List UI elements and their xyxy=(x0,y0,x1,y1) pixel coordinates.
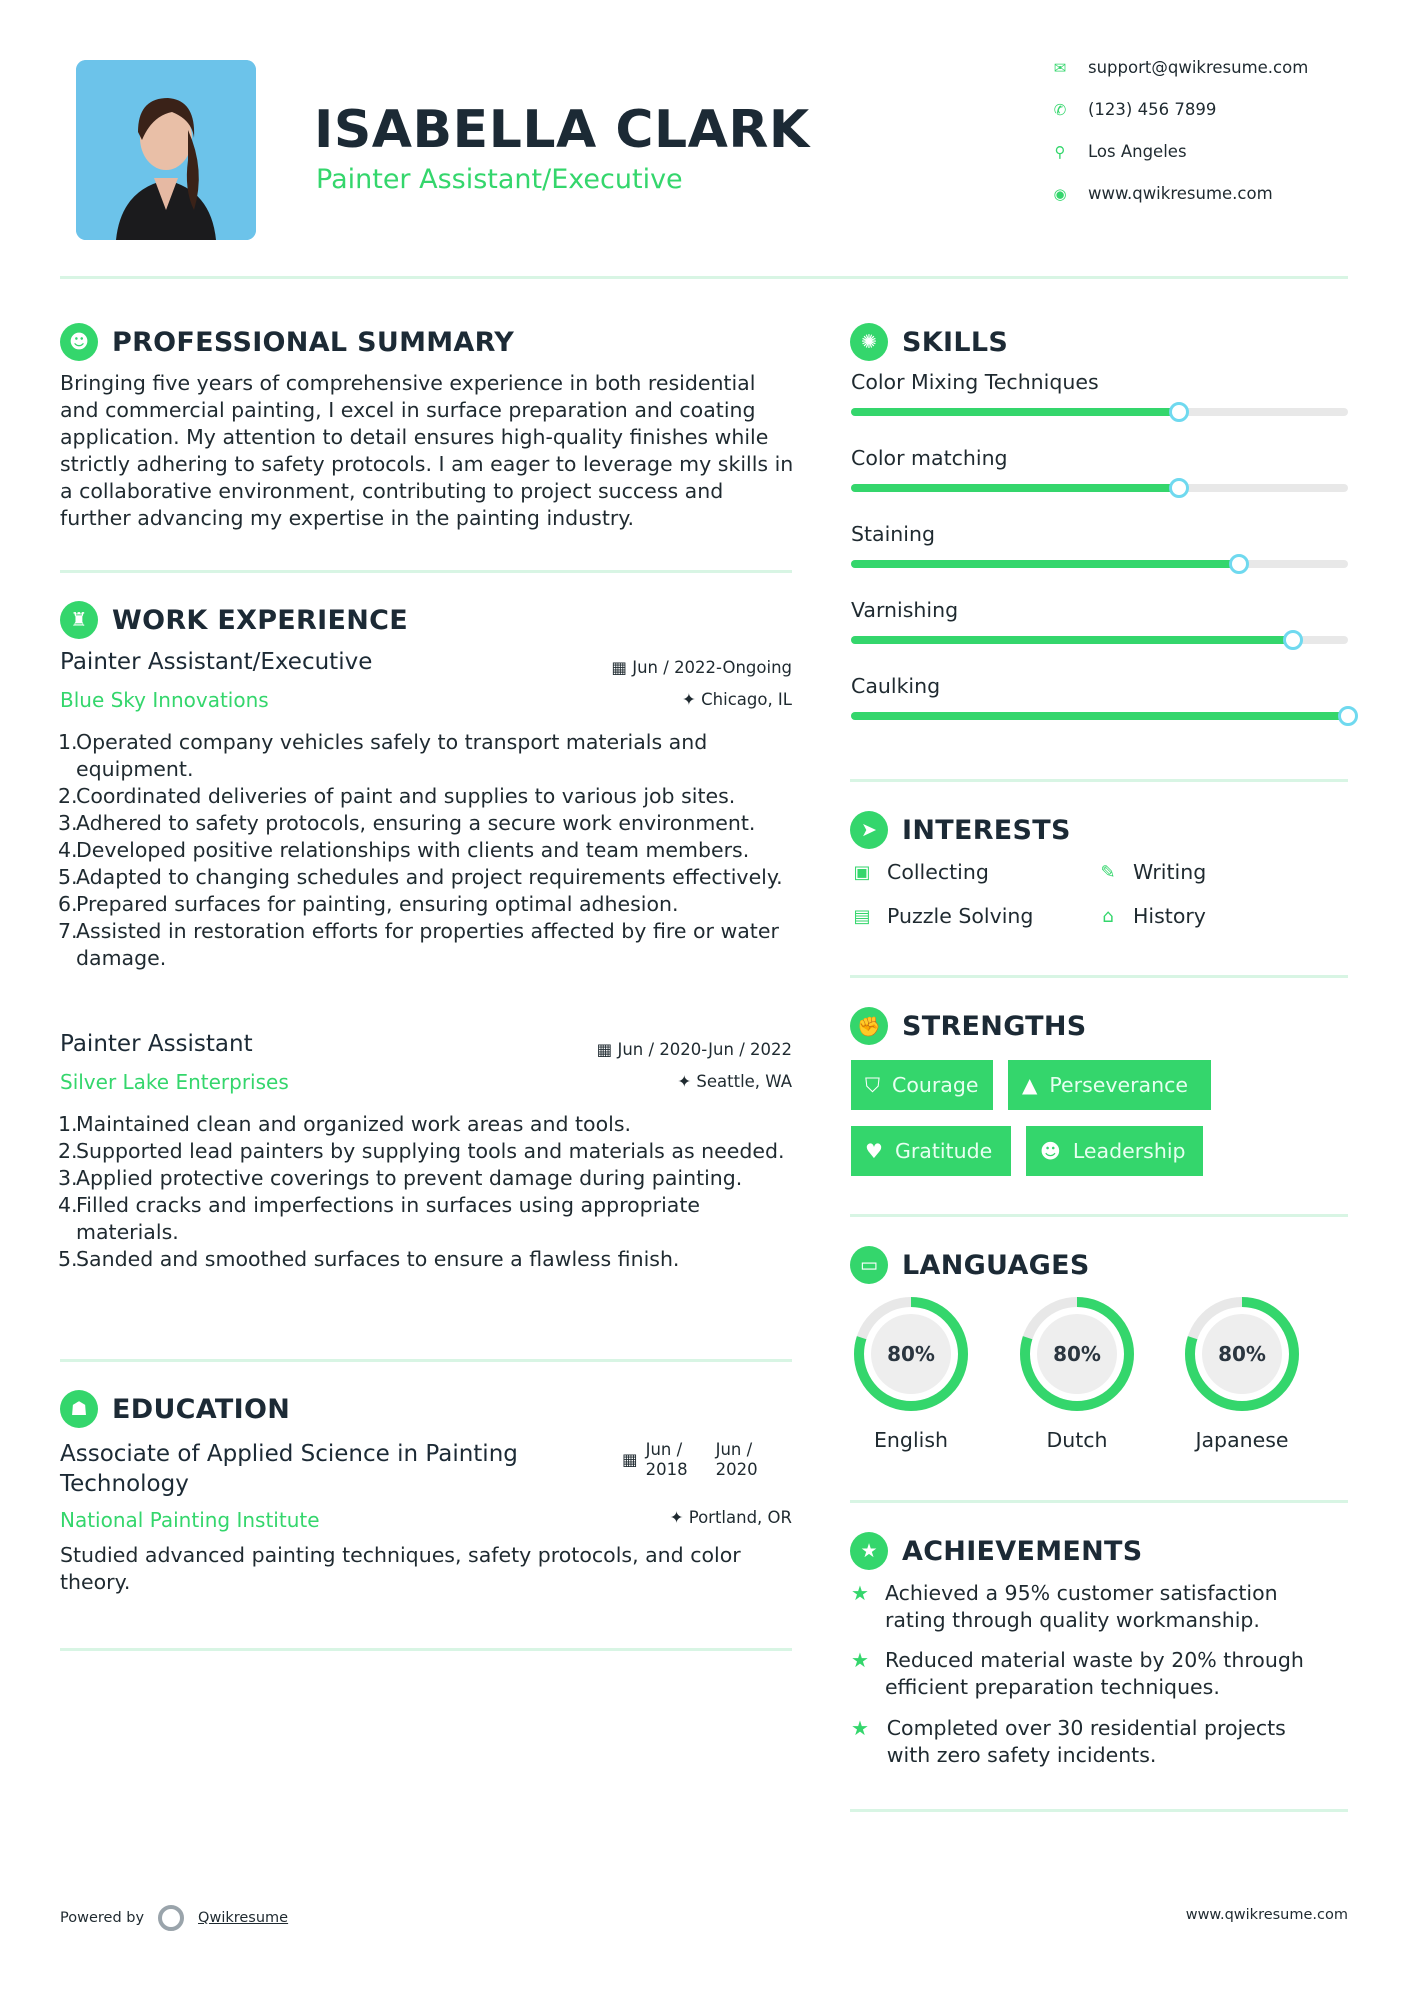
strength-badge xyxy=(1026,1126,1203,1176)
contact-email[interactable] xyxy=(1050,58,1308,77)
strength-label: Perseverance xyxy=(1049,1073,1188,1097)
date-text: Jun / 2020-Jun / 2022 xyxy=(617,1040,792,1059)
pin-icon: ✦ xyxy=(677,1072,697,1091)
skill-knob xyxy=(1169,478,1189,498)
heart-icon: ♥ xyxy=(865,1139,883,1163)
education-description: Studied advanced painting techniques, safety protocols, and color theory. xyxy=(60,1543,741,1594)
date-end: Jun / 2020 xyxy=(715,1440,758,1479)
education-heading xyxy=(60,1390,290,1428)
user-icon: ☻ xyxy=(60,323,98,361)
interest-item xyxy=(851,904,1033,928)
section-divider xyxy=(850,779,1348,782)
strength-badge xyxy=(851,1060,993,1110)
job-location xyxy=(540,1072,792,1091)
skill-track xyxy=(851,560,1348,568)
achievement-text: Achieved a 95% customer satisfaction rating through quality workmanship. xyxy=(884,1581,1278,1632)
location-text: Seattle, WA xyxy=(696,1072,792,1091)
location-text: Portland, OR xyxy=(688,1508,792,1527)
list-item: 2. Coordinated deliveries of paint and supplies to various job sites. xyxy=(58,784,736,808)
interest-label: Collecting xyxy=(887,860,989,884)
language-name: English xyxy=(873,1428,949,1452)
pencil-icon: ✎ xyxy=(1100,861,1116,883)
pin-icon: ✦ xyxy=(682,690,702,709)
star-icon: ★ xyxy=(851,1581,869,1605)
list-item: 3. Adhered to safety protocols, ensuring a secure work environment. xyxy=(58,811,756,835)
contact-text: www.qwikresume.com xyxy=(1088,184,1273,203)
brand-link[interactable]: Qwikresume xyxy=(198,1910,289,1926)
languages-heading xyxy=(850,1246,1090,1284)
skill-label: Varnishing xyxy=(851,598,959,622)
users-icon: ☻ xyxy=(1040,1139,1061,1163)
interest-item xyxy=(1097,904,1206,928)
language-percent: 80% xyxy=(887,1342,935,1366)
calendar-icon: ▦ xyxy=(596,1040,618,1059)
shield-icon: ⛉ xyxy=(865,1073,880,1097)
achievement-item xyxy=(851,1580,1331,1634)
achievement-text: Reduced material waste by 20% through efficient preparation techniques. xyxy=(884,1648,1304,1699)
interests-heading xyxy=(850,811,1071,849)
contact-text: (123) 456 7899 xyxy=(1088,100,1217,119)
list-item: 1. Operated company vehicles safely to transport materials and equipment. xyxy=(58,730,708,781)
education-date xyxy=(622,1440,772,1480)
language-name: Japanese xyxy=(1195,1428,1289,1452)
skill-label: Color matching xyxy=(851,446,1008,470)
company-name: Silver Lake Enterprises xyxy=(60,1070,289,1094)
company-name: Blue Sky Innovations xyxy=(60,688,269,712)
section-divider xyxy=(850,1809,1348,1812)
contact-website[interactable] xyxy=(1050,184,1273,203)
achievements-heading xyxy=(850,1532,1143,1570)
job-date xyxy=(540,1040,792,1059)
contact-text: support@qwikresume.com xyxy=(1088,58,1309,77)
strength-label: Gratitude xyxy=(894,1139,993,1163)
contact-location xyxy=(1050,142,1187,161)
contact-text: Los Angeles xyxy=(1088,142,1187,161)
interest-label: Puzzle Solving xyxy=(887,904,1034,928)
strength-label: Courage xyxy=(892,1073,979,1097)
date-start: Jun / 2018 xyxy=(645,1440,688,1479)
job-title: Painter Assistant xyxy=(60,1031,253,1057)
skill-fill xyxy=(851,408,1179,416)
pin-icon: ✦ xyxy=(669,1508,689,1527)
candidate-name: ISABELLA CLARK xyxy=(314,100,810,160)
profile-photo xyxy=(76,60,256,240)
language-icon: ▭ xyxy=(850,1246,888,1284)
footer-powered xyxy=(60,1905,288,1931)
section-title: ACHIEVEMENTS xyxy=(902,1535,1143,1567)
skill-row xyxy=(851,598,1348,644)
skill-knob xyxy=(1283,630,1303,650)
skill-row xyxy=(851,446,1348,492)
skill-fill xyxy=(851,484,1179,492)
list-item: 7. Assisted in restoration efforts for properties affected by fire or water damage. xyxy=(58,919,779,970)
candidate-title: Painter Assistant/Executive xyxy=(316,164,683,195)
list-item: 3. Applied protective coverings to prevent damage during painting. xyxy=(58,1166,743,1190)
footer-url[interactable]: www.qwikresume.com xyxy=(1185,1907,1348,1923)
strength-badge xyxy=(851,1126,1011,1176)
language-percent: 80% xyxy=(1053,1342,1101,1366)
language-ring xyxy=(1182,1294,1302,1414)
phone-icon: ✆ xyxy=(1053,100,1067,119)
calendar-icon: ▦ xyxy=(622,1450,638,1469)
language-ring xyxy=(1017,1294,1137,1414)
summary-text: Bringing five years of comprehensive experience in both residential and commercial painting, I excel in surface preparation and coating application. My attention to detail ensures high-quality finishes while strictly adhering to safety protocols. I am eager to leverage my skills in a collaborative environment, contributing to project success and further advancing my expertise in the painting industry. xyxy=(60,371,794,530)
language-item xyxy=(851,1294,971,1452)
section-divider xyxy=(850,1500,1348,1503)
section-title: EDUCATION xyxy=(112,1393,291,1425)
graduate-icon: ☗ xyxy=(60,1390,98,1428)
section-title: INTERESTS xyxy=(902,814,1071,846)
job-location xyxy=(540,690,792,709)
bank-icon: ⌂ xyxy=(1102,905,1114,927)
section-title: SKILLS xyxy=(902,326,1009,358)
language-item xyxy=(1017,1294,1137,1452)
job-title: Painter Assistant/Executive xyxy=(60,649,373,675)
section-divider xyxy=(60,1648,792,1651)
section-title: STRENGTHS xyxy=(902,1010,1087,1042)
globe-icon: ◉ xyxy=(1053,184,1067,203)
school-name: National Painting Institute xyxy=(60,1508,320,1532)
interest-label: History xyxy=(1133,904,1206,928)
degree-title: Associate of Applied Science in Painting Technology xyxy=(60,1441,518,1497)
achievement-item xyxy=(851,1647,1331,1701)
skill-label: Color Mixing Techniques xyxy=(851,370,1099,394)
map-pin-icon: ⚲ xyxy=(1054,142,1066,161)
language-name: Dutch xyxy=(1046,1428,1108,1452)
achievement-item xyxy=(851,1715,1331,1769)
skill-fill xyxy=(851,636,1293,644)
location-text: Chicago, IL xyxy=(701,690,792,709)
star-icon: ★ xyxy=(851,1716,869,1740)
book-icon: ▤ xyxy=(853,905,871,927)
tv-icon: ▣ xyxy=(853,861,871,883)
skill-track xyxy=(851,408,1348,416)
skill-label: Staining xyxy=(851,522,936,546)
section-divider xyxy=(60,570,792,573)
strength-badge xyxy=(1008,1060,1211,1110)
section-title: WORK EXPERIENCE xyxy=(112,604,408,636)
duties-list xyxy=(58,1111,798,1273)
section-divider xyxy=(850,975,1348,978)
skill-knob xyxy=(1229,554,1249,574)
list-item: 1. Maintained clean and organized work areas and tools. xyxy=(58,1112,632,1136)
strengths-heading xyxy=(850,1007,1087,1045)
duties-list xyxy=(58,729,798,972)
skill-knob xyxy=(1338,706,1358,726)
language-percent: 80% xyxy=(1218,1342,1266,1366)
interest-label: Writing xyxy=(1133,860,1207,884)
lightbulb-icon: ✺ xyxy=(850,323,888,361)
skill-track xyxy=(851,636,1348,644)
language-ring xyxy=(851,1294,971,1414)
list-item: 4. Developed positive relationships with clients and team members. xyxy=(58,838,750,862)
road-icon: ▲ xyxy=(1022,1073,1038,1097)
achievement-text: Completed over 30 residential projects with zero safety incidents. xyxy=(886,1716,1286,1767)
contact-phone[interactable] xyxy=(1050,100,1216,119)
qwikresume-logo-icon xyxy=(158,1905,184,1931)
skills-heading xyxy=(850,323,1008,361)
education-location xyxy=(540,1508,792,1527)
skill-fill xyxy=(851,712,1348,720)
section-divider xyxy=(60,1359,792,1362)
envelope-icon: ✉ xyxy=(1053,58,1067,77)
list-item: 5. Adapted to changing schedules and project requirements effectively. xyxy=(58,865,783,889)
skill-track xyxy=(851,484,1348,492)
skill-row xyxy=(851,522,1348,568)
skill-track xyxy=(851,712,1348,720)
paper-plane-icon: ➤ xyxy=(850,811,888,849)
powered-by-text: Powered by xyxy=(60,1910,145,1926)
trophy-icon: ★ xyxy=(850,1532,888,1570)
skill-row xyxy=(851,370,1348,416)
list-item: 5. Sanded and smoothed surfaces to ensure a flawless finish. xyxy=(58,1247,680,1271)
section-title: LANGUAGES xyxy=(902,1249,1090,1281)
header-divider xyxy=(60,276,1348,279)
calendar-icon: ▦ xyxy=(611,658,633,677)
interest-item xyxy=(1097,860,1206,884)
skill-label: Caulking xyxy=(851,674,941,698)
section-divider xyxy=(850,1214,1348,1217)
strength-label: Leadership xyxy=(1072,1139,1186,1163)
skill-knob xyxy=(1169,402,1189,422)
job-date xyxy=(540,658,792,677)
fist-icon: ✊ xyxy=(850,1007,888,1045)
list-item: 2. Supported lead painters by supplying tools and materials as needed. xyxy=(58,1139,785,1163)
skill-fill xyxy=(851,560,1239,568)
summary-heading xyxy=(60,323,514,361)
date-text: Jun / 2022-Ongoing xyxy=(632,658,792,677)
list-item: 4. Filled cracks and imperfections in surfaces using appropriate materials. xyxy=(58,1193,701,1244)
star-icon: ★ xyxy=(851,1648,869,1672)
language-item xyxy=(1182,1294,1302,1452)
briefcase-icon: ♜ xyxy=(60,601,98,639)
skill-row xyxy=(851,674,1348,720)
interest-item xyxy=(851,860,989,884)
section-title: PROFESSIONAL SUMMARY xyxy=(112,326,515,358)
list-item: 6. Prepared surfaces for painting, ensuring optimal adhesion. xyxy=(58,892,679,916)
experience-heading xyxy=(60,601,408,639)
